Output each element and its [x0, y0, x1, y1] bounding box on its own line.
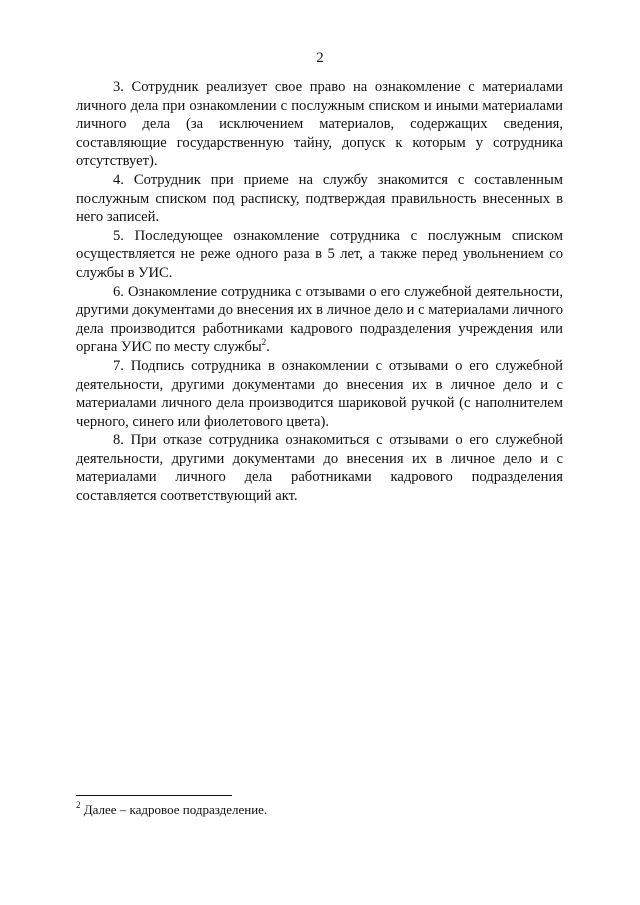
- document-body: [76, 78, 563, 506]
- footnote-text: Далее – кадровое подразделение.: [83, 802, 268, 817]
- paragraph-4: [76, 171, 563, 227]
- paragraph-text: 8. При отказе сотрудника ознакомиться с отзывами о его служебной деятельности, другими документами до внесения их в личное дело и с материалами личного дела работниками кадрового подразделения составляется соответствующий акт.: [76, 432, 563, 505]
- paragraph-7: [76, 357, 563, 431]
- footnote-separator: [76, 795, 232, 796]
- paragraph-6: [76, 283, 563, 357]
- footnote-reference: 2: [261, 337, 267, 348]
- paragraph-suffix: .: [266, 339, 270, 356]
- paragraph-3: [76, 78, 563, 171]
- paragraph-5: [76, 227, 563, 283]
- paragraph-text: 7. Подпись сотрудника в ознакомлении с отзывами о его служебной деятельности, другими документами до внесения их в личное дело и с материалами личного дела производится шариковой ручкой (с наполнителем черного, синего или фиолетового цвета).: [76, 357, 563, 430]
- footnote: [76, 802, 563, 818]
- paragraph-text: 3. Сотрудник реализует свое право на ознакомление с материалами личного дела при ознакомлении с послужным списком и иными материалами личного дела (за исключением материалов, содержащих сведения, составляющие государственную тайну, допуск к которым у сотрудника отсутствует).: [76, 79, 563, 170]
- footnote-marker: 2: [76, 800, 81, 810]
- paragraph-text: 5. Последующее ознакомление сотрудника с послужным списком осуществляется не реже одного раза в 5 лет, а также перед увольнением со службы в УИС.: [76, 227, 563, 281]
- paragraph-text: 4. Сотрудник при приеме на службу знакомится с составленным послужным списком под расписку, подтверждая правильность внесенных в него записей.: [76, 171, 563, 226]
- paragraph-text: 6. Ознакомление сотрудника с отзывами о его служебной деятельности, другими документами до внесения их в личное дело и с материалами личного дела производится работниками кадрового подразделения учреждения или органа УИС по месту службы: [76, 283, 563, 356]
- page-number: 2: [316, 50, 324, 66]
- paragraph-8: [76, 431, 563, 505]
